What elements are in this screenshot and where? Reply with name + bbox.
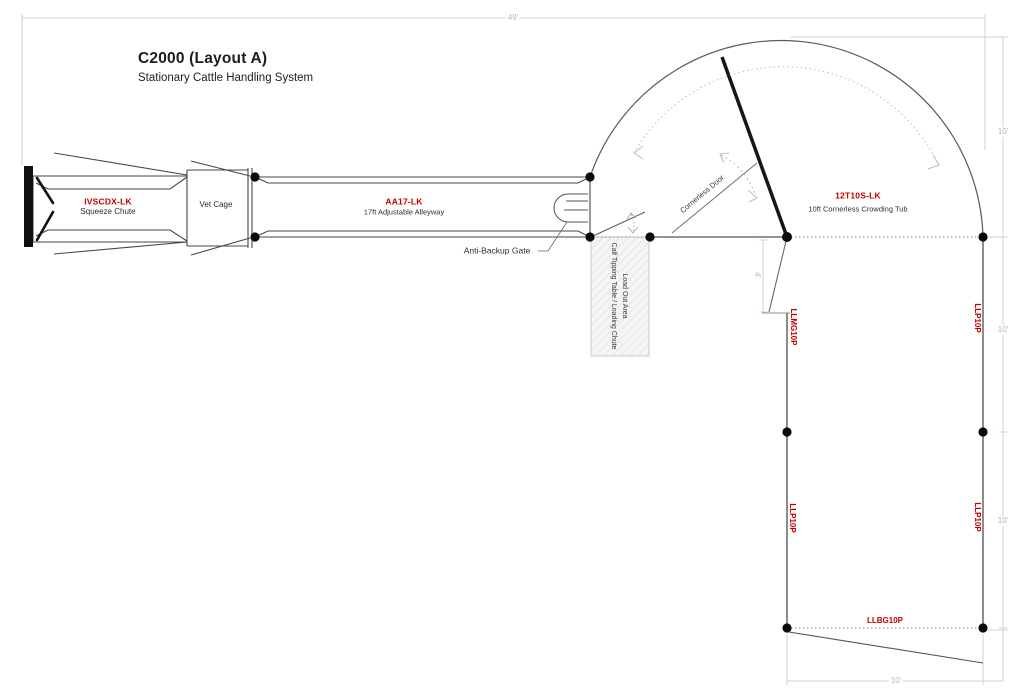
- crowding-tub-sku: 12T10S-LK: [835, 190, 881, 201]
- vet-cage-label: Vet Cage: [199, 200, 233, 209]
- load-out-line1: Load Out Area: [621, 273, 629, 319]
- squeeze-chute-label: Squeeze Chute: [80, 207, 136, 216]
- door-swing-arrow: [720, 153, 757, 202]
- cornerless-door-pointer-line: [672, 163, 757, 233]
- dimension-lines: [22, 14, 1008, 685]
- page-subtitle: Stationary Cattle Handling System: [138, 72, 314, 84]
- head-gate-bar: [24, 166, 33, 247]
- anti-backup-gate-label: Anti-Backup Gate: [463, 245, 531, 256]
- anti-backup-gate-symbol: [554, 194, 588, 222]
- dim-man-gate-offset: 4': [753, 272, 762, 278]
- page-title: C2000 (Layout A): [138, 50, 268, 67]
- crowding-tub-arc: [590, 41, 983, 237]
- dim-overall-width: 49': [507, 13, 519, 22]
- man-gate-open: [769, 237, 787, 312]
- alleyway-sku: AA17-LK: [385, 196, 423, 207]
- panel-left-lower-sku: LLP10P: [788, 503, 797, 533]
- dim-tub-depth: 10': [997, 127, 1009, 136]
- load-out-area-label: [608, 231, 630, 361]
- pen-dotted-edges: [787, 237, 983, 628]
- panel-left-gate-sku: LLMG10P: [789, 308, 798, 346]
- panel-right-upper-sku: LLP10P: [973, 303, 982, 333]
- cornerless-door-label: Cornerless Door: [678, 173, 726, 215]
- bottom-gate-open: [789, 632, 983, 663]
- crowding-tub-label: 10ft Cornerless Crowding Tub: [808, 204, 908, 214]
- panel-right-lower-sku: LLP10P: [973, 502, 982, 532]
- cornerless-door-panel: [722, 57, 787, 237]
- load-out-line2: Calf Tipping Table / Loading Chute: [610, 242, 617, 350]
- tub-flow-arrows: [634, 67, 939, 169]
- title-block: [138, 50, 313, 84]
- bottom-gate-sku: LLBG10P: [866, 616, 904, 625]
- squeeze-chute-sku: IVSCDX-LK: [84, 196, 132, 207]
- alleyway-label: 17ft Adjustable Alleyway: [363, 207, 445, 217]
- dim-pen-lower: 10': [997, 516, 1009, 525]
- dim-pen-upper: 10': [997, 325, 1009, 334]
- dim-pen-width: 10': [890, 676, 902, 685]
